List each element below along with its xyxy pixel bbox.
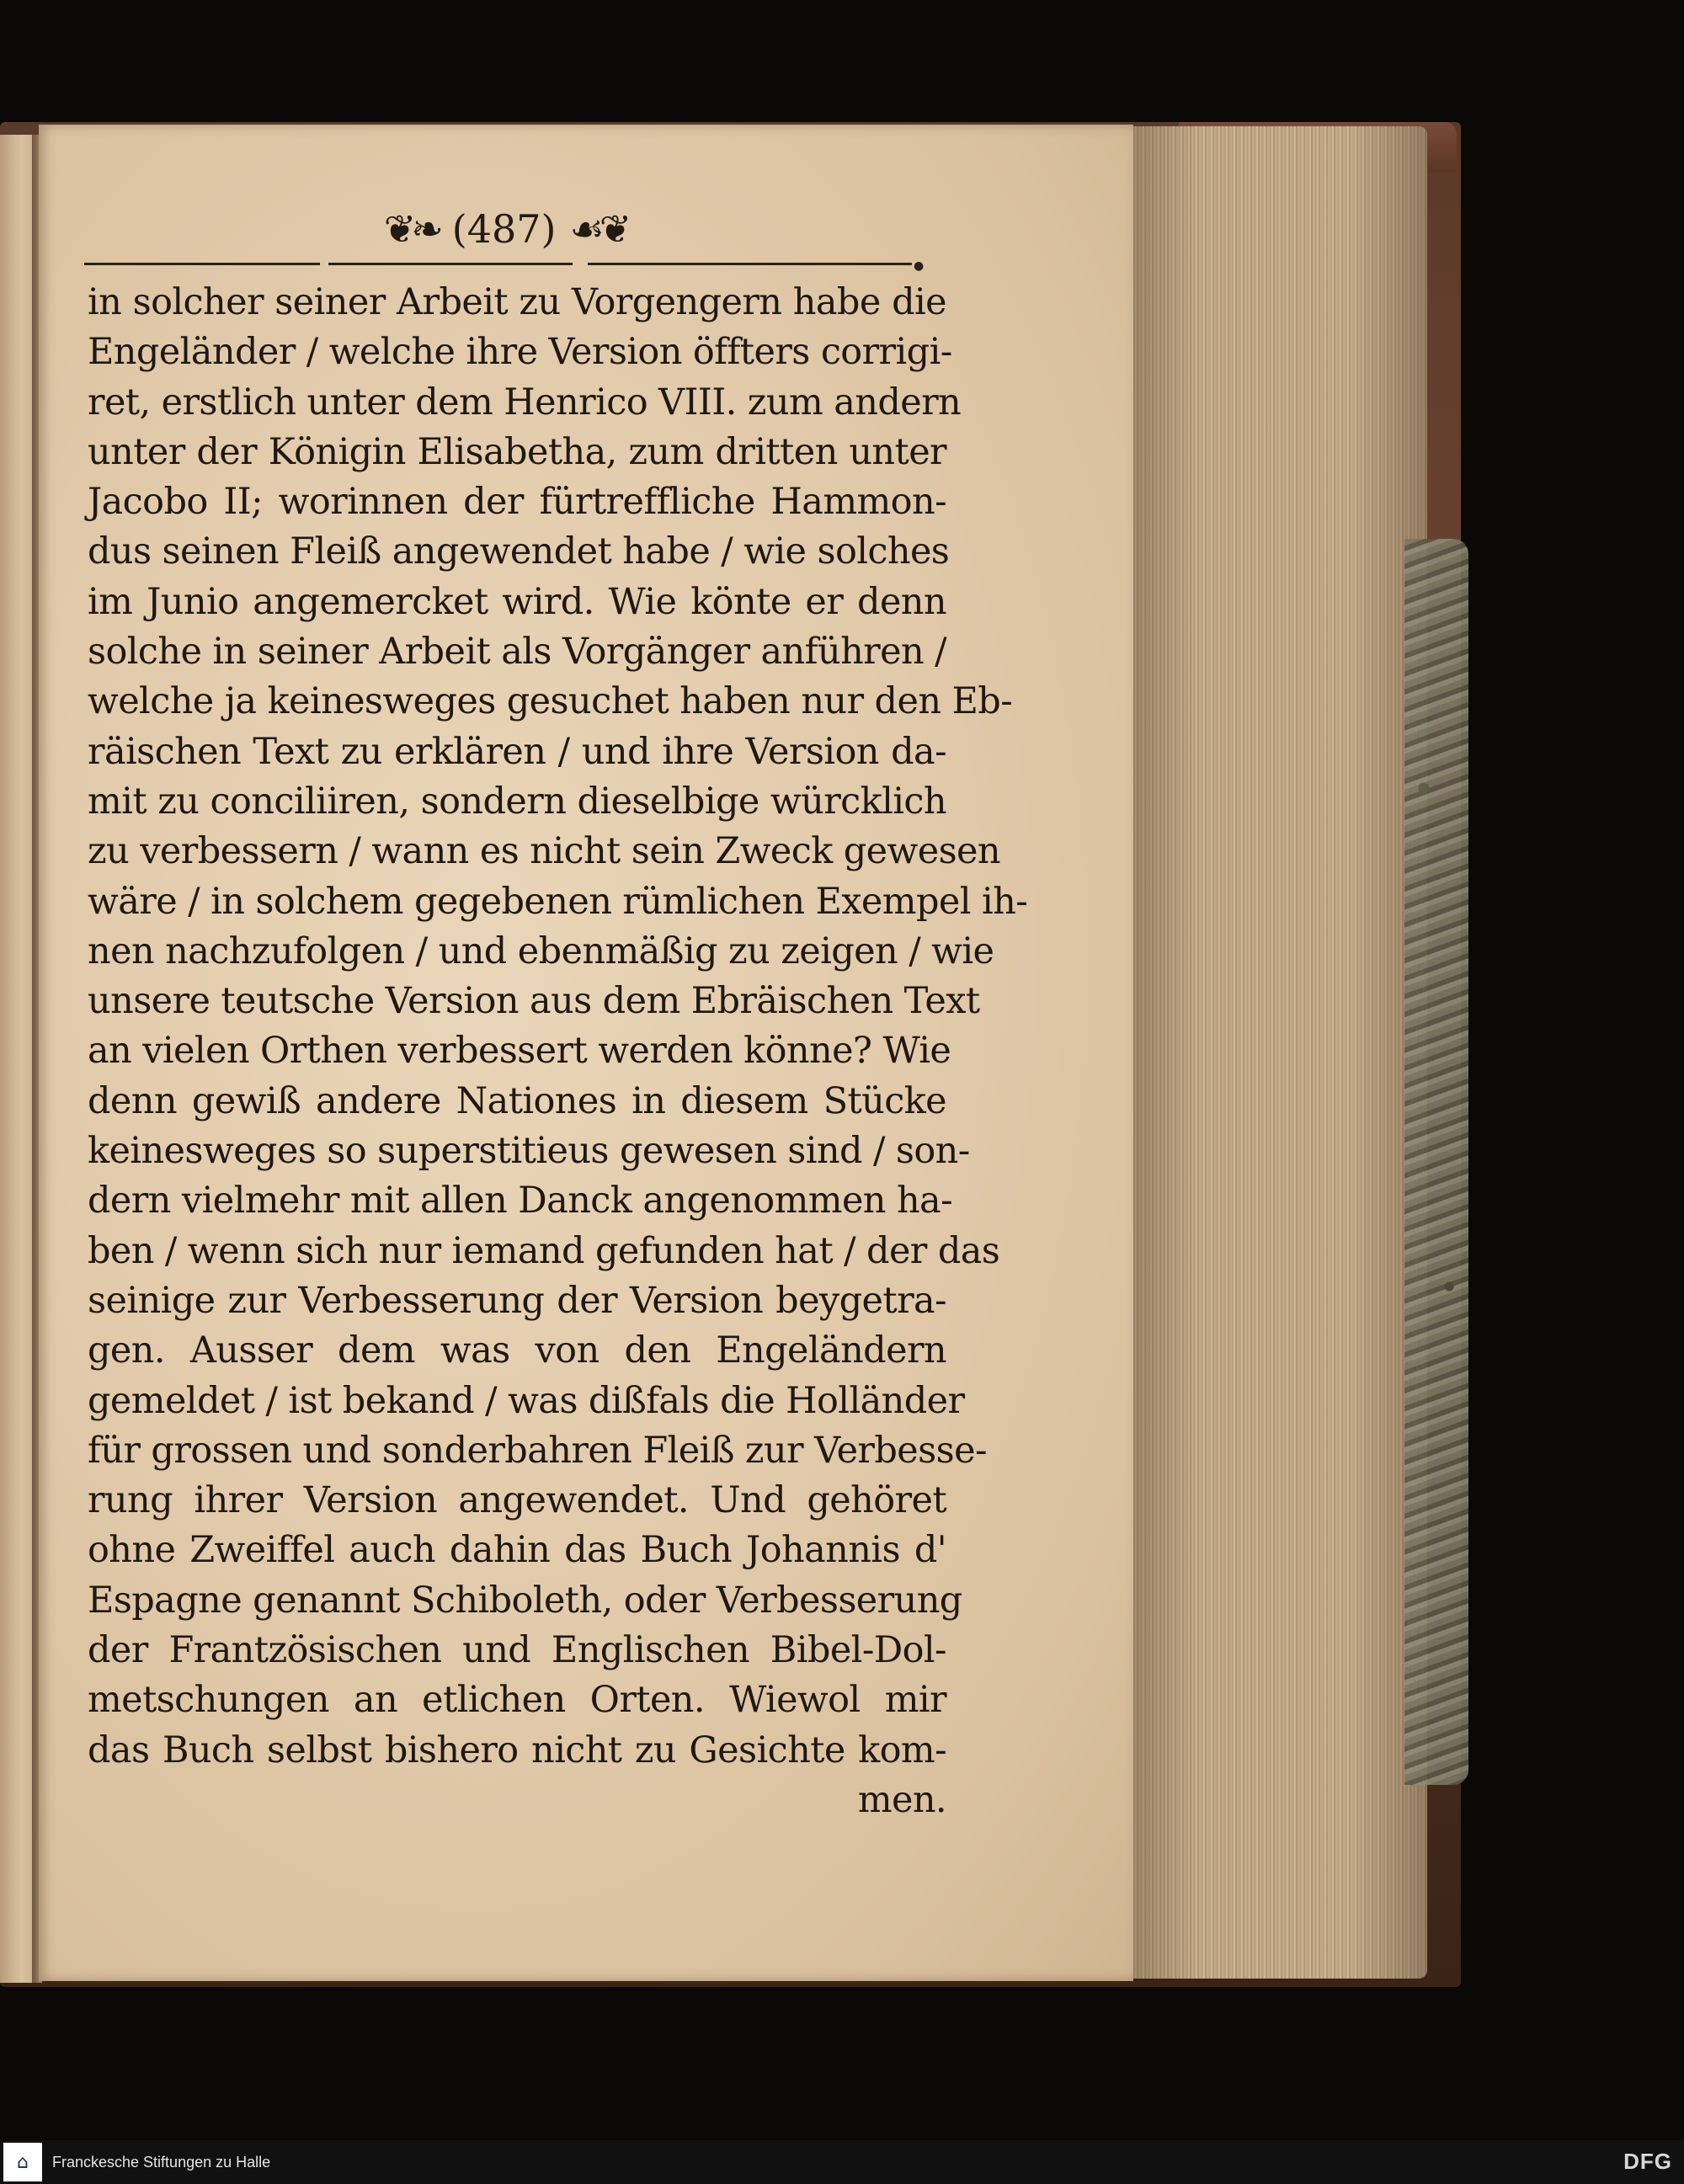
- text-line: rung ihrer Version angewendet. Und gehöret: [88, 1479, 946, 1522]
- text-line: Jacobo II; worinnen der fürtreffliche Hammon-: [88, 481, 946, 524]
- head-rule-dot: ●: [914, 259, 925, 273]
- text-line: an vielen Orthen verbessert werden könne? Wie: [88, 1030, 951, 1073]
- text-line: dus seinen Fleiß angewendet habe / wie solches: [88, 530, 950, 573]
- text-line: solche in seiner Arbeit als Vorgänger anführen /: [88, 631, 947, 674]
- head-rule-right: [588, 263, 912, 265]
- text-line: keinesweges so superstitieus gewesen sind / son-: [88, 1130, 970, 1173]
- text-line: dern vielmehr mit allen Danck angenommen ha-: [88, 1180, 953, 1223]
- text-line: unsere teutsche Version aus dem Ebräischen Text: [88, 980, 980, 1023]
- previous-page-edge: [0, 135, 35, 1983]
- text-line: welche ja keinesweges gesuchet haben nur den Eb-: [88, 680, 1013, 723]
- text-line: im Junio angemercket wird. Wie könte er denn: [88, 580, 946, 623]
- library-seal-icon[interactable]: ⌂: [3, 2143, 42, 2181]
- page-fore-edge-shade: [1124, 126, 1427, 1979]
- text-line: wäre / in solchem gegebenen rümlichen Exempel ih-: [88, 880, 1028, 923]
- ornament-right-icon: ☙❦: [569, 206, 627, 252]
- body-text: [88, 278, 1028, 1825]
- text-line: ben / wenn sich nur iemand gefunden hat / der das: [88, 1229, 1000, 1272]
- text-line: zu verbessern / wann es nicht sein Zweck gewesen: [88, 830, 1000, 873]
- head-rule-center: [328, 263, 573, 265]
- text-line: in solcher seiner Arbeit zu Vorgengern habe die: [88, 281, 946, 323]
- catchword: men.: [857, 1778, 946, 1821]
- ornament-left-icon: ❦❧: [383, 206, 439, 252]
- institution-name[interactable]: Franckesche Stiftungen zu Halle: [52, 2153, 271, 2171]
- running-head: [320, 195, 690, 263]
- text-line: gemeldet / ist bekand / was dißfals die Holländer: [88, 1379, 965, 1422]
- page-number: (487): [451, 206, 557, 252]
- text-line: ret, erstlich unter dem Henrico VIII. zum andern: [88, 381, 962, 423]
- text-line: unter der Königin Elisabetha, zum dritten unter: [88, 430, 946, 473]
- marbled-board-edge: [1404, 539, 1468, 1785]
- text-line: seinige zur Verbesserung der Version beygetra-: [88, 1279, 946, 1322]
- text-line: metschungen an etlichen Orten. Wiewol mir: [88, 1679, 946, 1722]
- head-rule-left: [84, 263, 320, 265]
- viewer-footer: [0, 2140, 1684, 2184]
- text-line: Engeländer / welche ihre Version öffters corrigi-: [88, 331, 952, 374]
- text-line: denn gewiß andere Nationes in diesem Stücke: [88, 1079, 946, 1122]
- text-line: nen nachzufolgen / und ebenmäßig zu zeigen / wie: [88, 930, 994, 972]
- text-line: räischen Text zu erklären / und ihre Version da-: [88, 730, 946, 773]
- text-line: der Frantzösischen und Englischen Bibel-Dol-: [88, 1629, 946, 1672]
- text-line: für grossen und sonderbahren Fleiß zur Verbesse-: [88, 1429, 987, 1472]
- text-line: ohne Zweiffel auch dahin das Buch Johannis d': [88, 1529, 946, 1572]
- text-line: gen. Ausser dem was von den Engeländern: [88, 1329, 946, 1372]
- text-line: Espagne genannt Schiboleth, oder Verbesserung: [88, 1579, 962, 1622]
- dfg-logo[interactable]: DFG: [1623, 2149, 1672, 2174]
- text-line: das Buch selbst bishero nicht zu Gesichte kom-: [88, 1729, 946, 1771]
- text-line: mit zu conciliiren, sondern dieselbige würcklich: [88, 780, 946, 823]
